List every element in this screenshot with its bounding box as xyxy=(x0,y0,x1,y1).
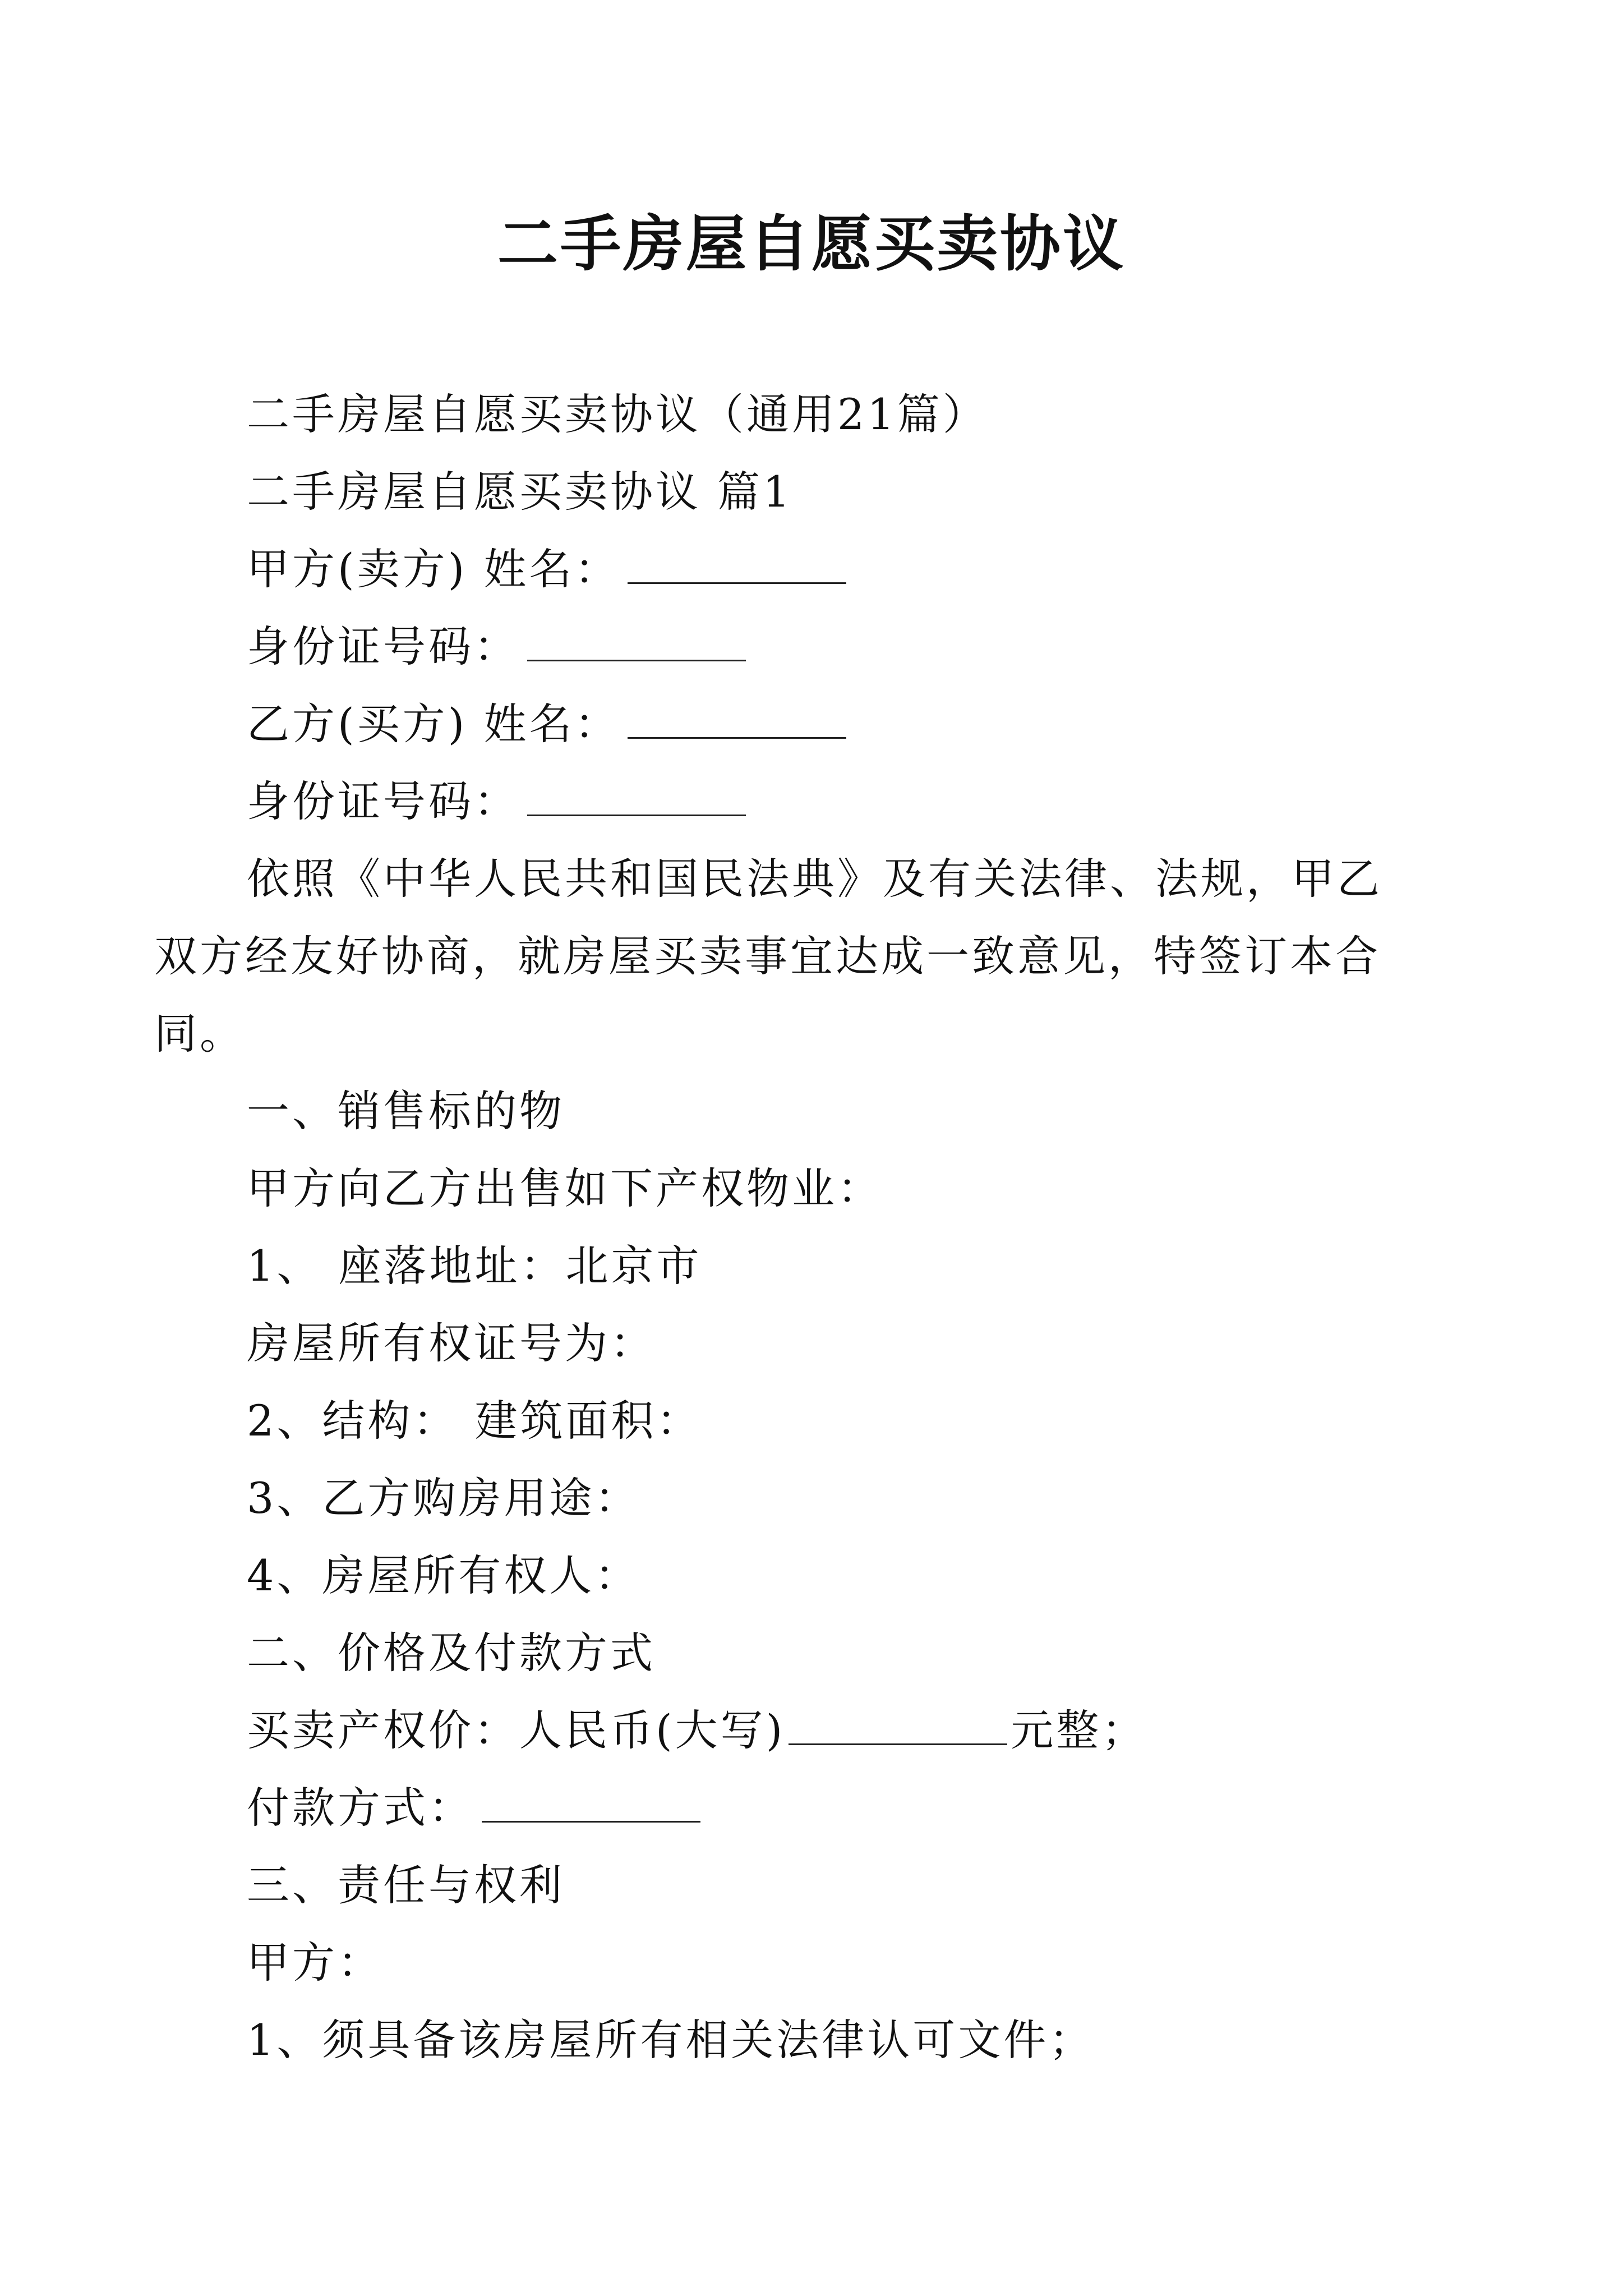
party-a-duty1: 1、须具备该房屋所有相关法律认可文件； xyxy=(247,2015,1095,2065)
party-a-id-line xyxy=(247,608,1391,685)
clause1-item2: 2、结构： 建筑面积： xyxy=(247,1396,702,1446)
clause1-intro: 甲方向乙方出售如下产权物业： xyxy=(247,1163,883,1213)
document-body xyxy=(247,376,1391,840)
party-a-name-line xyxy=(247,531,1391,608)
intro-paragraph: 依照《中华人民共和国民法典》及有关法律、法规，甲乙双方经友好协商，就房屋买卖事宜达成一致意见，特签订本合同。 xyxy=(154,854,1382,1059)
party-a-id-label: 身份证号码： xyxy=(247,622,519,671)
clause1-item1: 1、 座落地址：北京市 xyxy=(247,1241,702,1291)
clause1-item3: 3、乙方购房用途： xyxy=(247,1473,640,1523)
clause3-heading: 三、责任与权利 xyxy=(247,1860,565,1910)
section-heading: 二手房屋自愿买卖协议 篇1 xyxy=(247,467,793,517)
document-title: 二手房屋自愿买卖协议 xyxy=(497,209,1126,279)
intro-block xyxy=(154,840,1391,1073)
party-b-name-line xyxy=(247,685,1391,763)
party-a-name-blank xyxy=(628,543,846,584)
party-b-id-blank xyxy=(527,775,746,816)
party-a-name-label: 甲方(卖方) 姓名： xyxy=(247,544,620,594)
clause1-item4: 4、房屋所有权人： xyxy=(247,1550,640,1600)
party-a-label: 甲方： xyxy=(247,1938,383,1987)
price-label: 买卖产权价：人民币(大写) xyxy=(247,1705,786,1755)
party-a-id-blank xyxy=(527,620,746,661)
party-b-id-line xyxy=(247,763,1391,840)
price-line xyxy=(247,1692,1391,1769)
party-b-name-blank xyxy=(628,698,846,739)
clause1-item1-cert: 房屋所有权证号为： xyxy=(247,1318,656,1368)
clause2-heading: 二、价格及付款方式 xyxy=(247,1628,656,1678)
clauses-block xyxy=(247,1073,1391,2079)
payment-line xyxy=(247,1769,1391,1847)
price-blank xyxy=(789,1704,1007,1745)
payment-label: 付款方式： xyxy=(247,1783,474,1833)
price-suffix: 元整； xyxy=(1011,1705,1147,1755)
clause1-heading: 一、销售标的物 xyxy=(247,1086,565,1136)
party-b-name-label: 乙方(买方) 姓名： xyxy=(247,699,620,749)
payment-blank xyxy=(482,1782,700,1823)
party-b-id-label: 身份证号码： xyxy=(247,776,519,826)
subtitle: 二手房屋自愿买卖协议（通用21篇） xyxy=(247,389,988,439)
